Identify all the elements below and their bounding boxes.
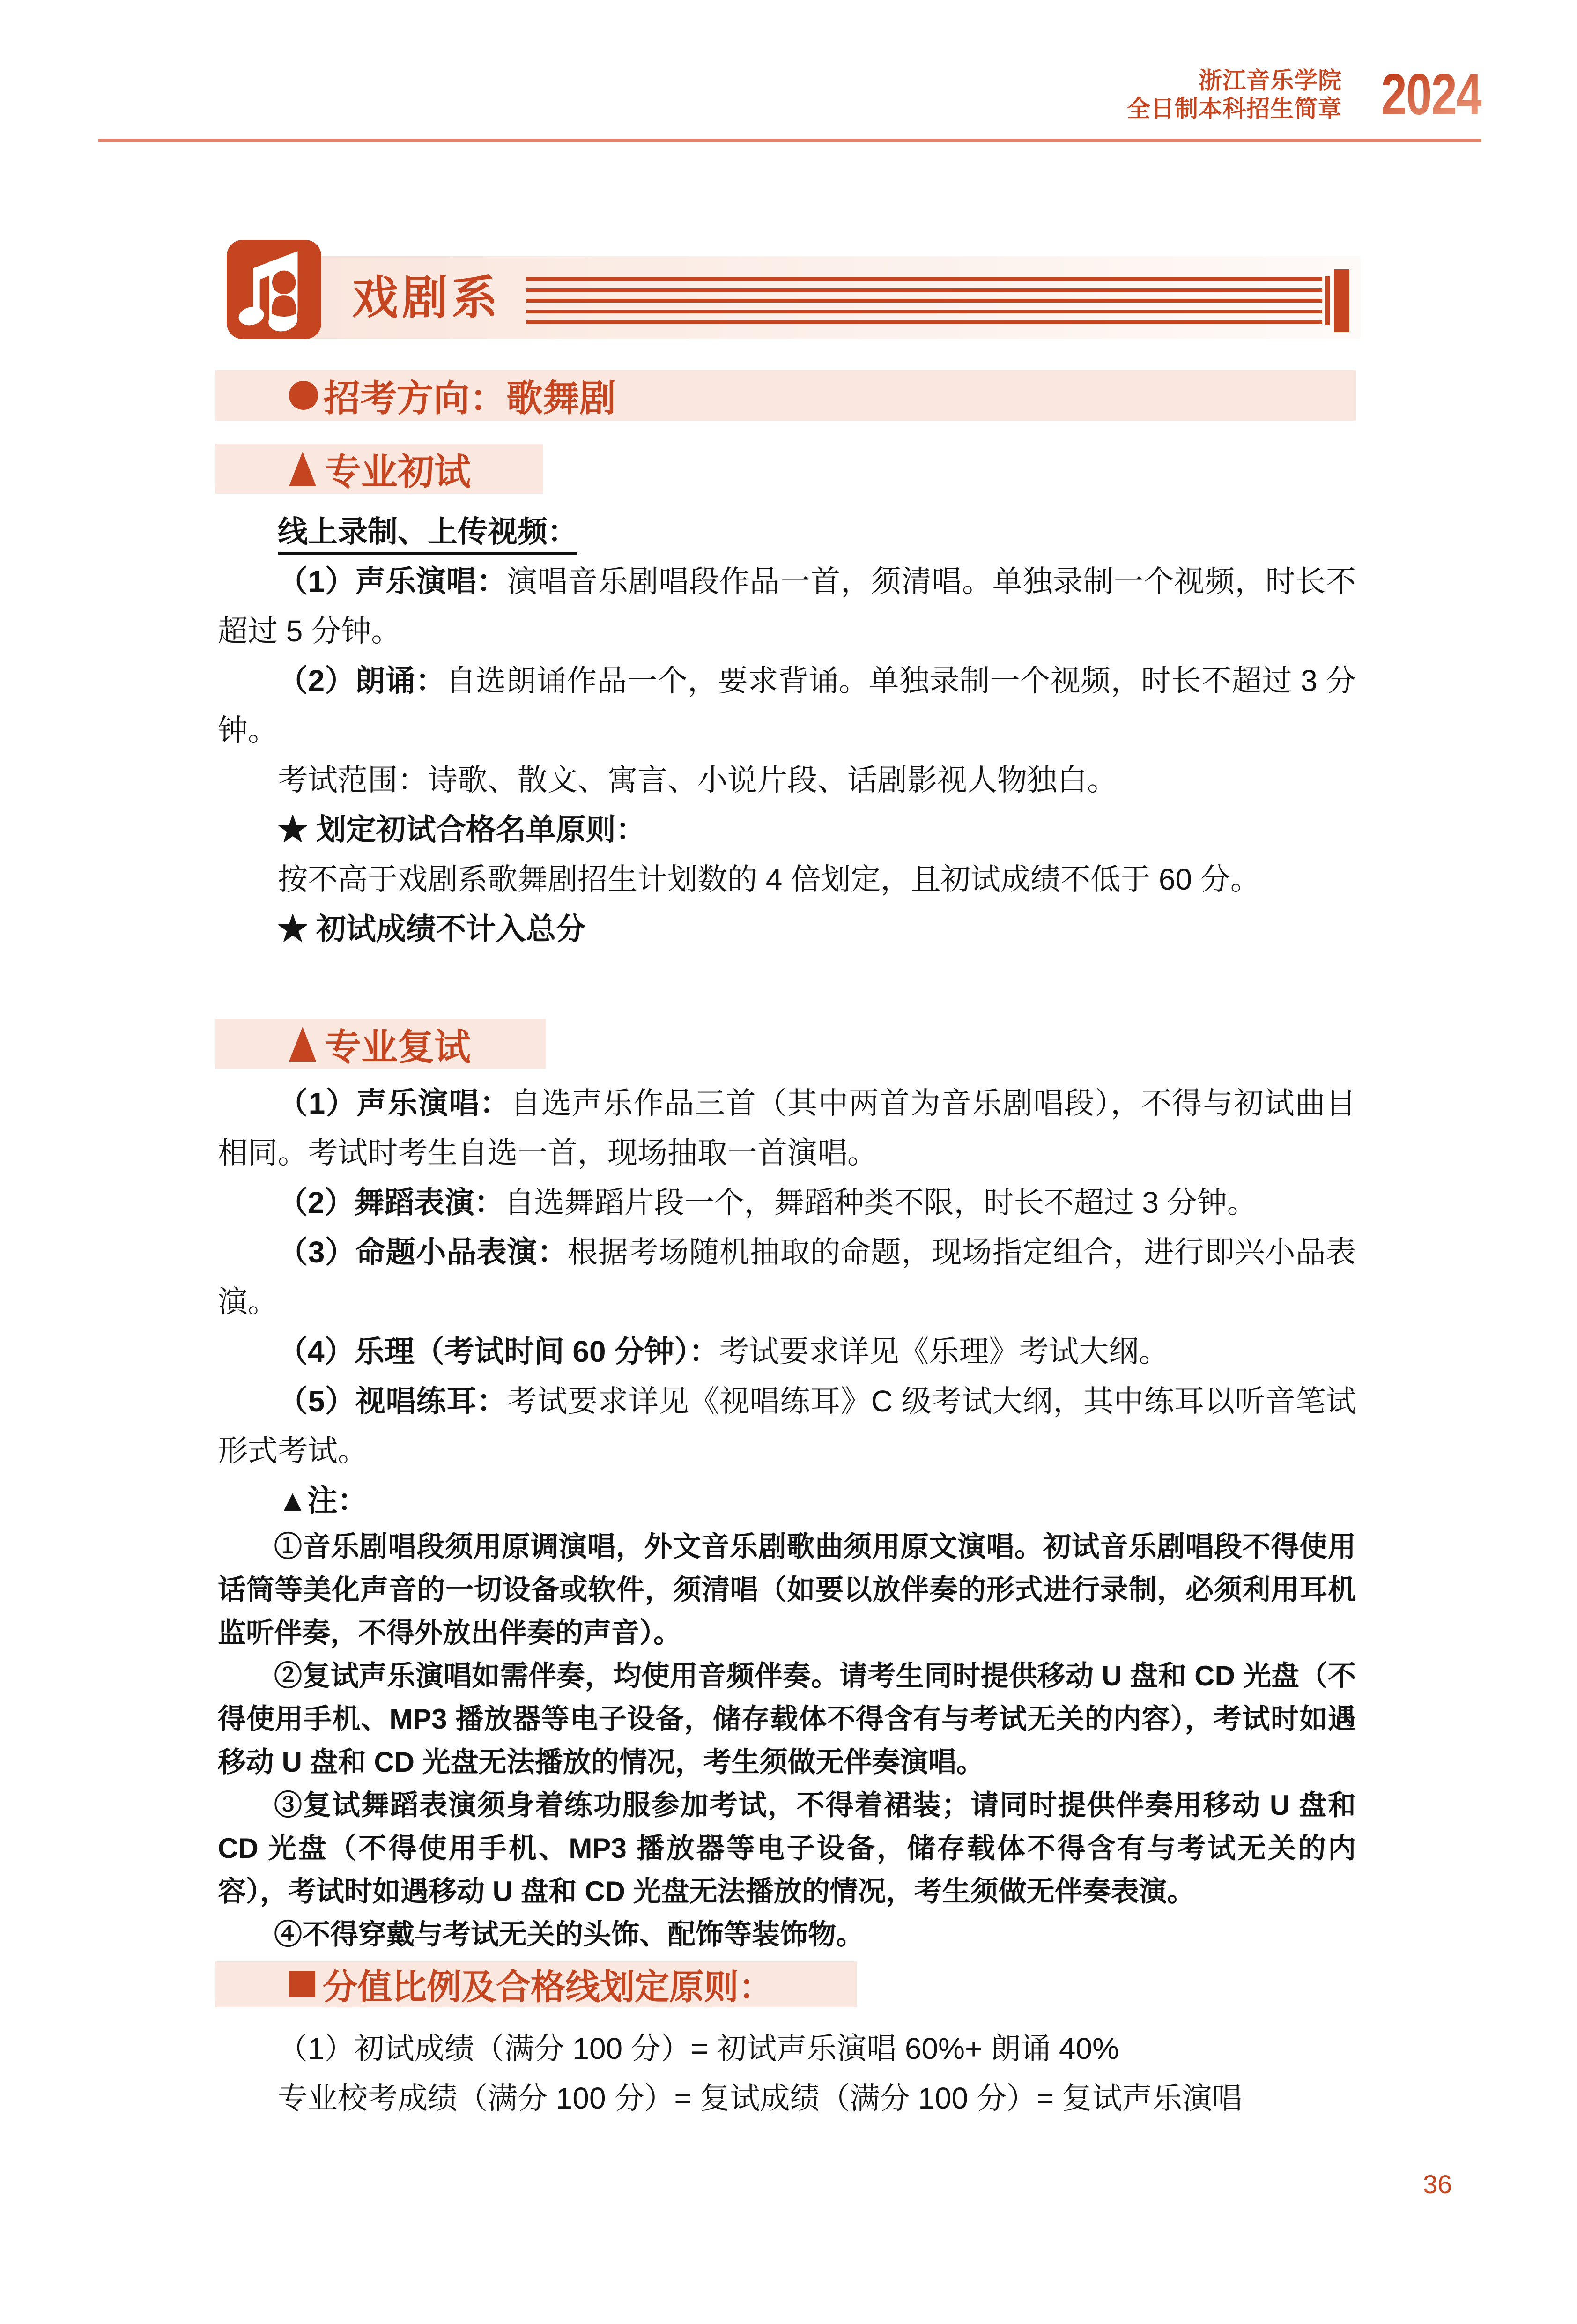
exam-item-text: 自选声乐作品三首（其中两首为音乐剧唱段），不得与初试曲目相同。考试时考生自选一首，现场抽取一首演唱。 [218, 1086, 1356, 1170]
triangle-bullet-icon [289, 452, 316, 486]
header-title-block [1127, 67, 1342, 123]
note-item: ③复试舞蹈表演须身着练功服参加考试，不得着裙装；请同时提供伴奏用移动 U 盘和 CD 光盘（不得使用手机、MP3 播放器等电子设备，储存载体不得含有与考试无关的内容），考试时如遇移动 U 盘和 CD 光盘无法播放的情况，考生须做无伴奏表演。 [218, 1789, 1356, 1907]
header-rule [98, 139, 1481, 142]
page-header [1127, 62, 1481, 127]
recording-instructions-heading [218, 507, 1356, 557]
exam-item [218, 1376, 1356, 1476]
page-number: 36 [1423, 2169, 1452, 2199]
recording-instructions-text: 线上录制、上传视频： [278, 515, 577, 555]
triangle-bullet-icon [289, 1027, 316, 1062]
exam-item-text: 考试要求详见《视唱练耳》C 级考试大纲，其中练耳以听音笔试形式考试。 [218, 1384, 1356, 1468]
second-round-title: 专业复试 [325, 1026, 471, 1068]
exam-item [218, 1078, 1356, 1178]
exam-item-text: 自选舞蹈片段一个，舞蹈种类不限，时长不超过 3 分钟。 [504, 1186, 1257, 1219]
exam-item [218, 557, 1356, 656]
scoring-title: 分值比例及合格线划定原则： [323, 1968, 773, 2006]
exam-item [218, 1178, 1356, 1227]
scoring-body [218, 2024, 1356, 2123]
header-school-name: 浙江音乐学院 [1199, 67, 1342, 94]
second-round-banner [215, 1019, 546, 1069]
second-round-body [218, 1078, 1356, 1956]
exam-item-label: （1）声乐演唱： [278, 1086, 511, 1120]
exam-item-label: （3）命题小品表演： [278, 1235, 568, 1269]
exam-item-label: （5）视唱练耳： [278, 1384, 507, 1418]
exam-item-text: 自选朗诵作品一个，要求背诵。单独录制一个视频，时长不超过 3 分钟。 [218, 664, 1356, 747]
direction-banner [215, 370, 1356, 421]
qualify-rule-heading: ★ 划定初试合格名单原则： [278, 813, 646, 846]
scoring-banner [215, 1961, 857, 2007]
header-brochure-name: 全日制本科招生简章 [1127, 96, 1342, 122]
note-item: ②复试声乐演唱如需伴奏，均使用音频伴奏。请考生同时提供移动 U 盘和 CD 光盘（不得使用手机、MP3 播放器等电子设备，储存载体不得含有与考试无关的内容），考试时如遇移动 U 盘和 CD 光盘无法播放的情况，考生须做无伴奏演唱。 [218, 1660, 1356, 1778]
first-round-banner [215, 444, 543, 494]
department-title: 戏剧系 [352, 272, 502, 323]
square-bullet-icon [289, 1971, 315, 1997]
staff-end-bar-thin [1325, 276, 1330, 325]
direction-banner-label: 招考方向：歌舞剧 [324, 378, 616, 419]
exam-item-label: （2）舞蹈表演： [278, 1186, 504, 1219]
scoring-line: 专业校考成绩（满分 100 分）= 复试成绩（满分 100 分）= 复试声乐演唱 [278, 2081, 1242, 2115]
first-round-body [218, 507, 1356, 954]
note-item: ①音乐剧唱段须用原调演唱，外文音乐剧歌曲须用原文演唱。初试音乐剧唱段不得使用话筒等美化声音的一切设备或软件，须清唱（如要以放伴奏的形式进行录制，必须利用耳机监听伴奏，不得外放出伴奏的声音）。 [218, 1531, 1356, 1648]
first-round-score-note: ★ 初试成绩不计入总分 [278, 912, 586, 946]
exam-scope: 考试范围：诗歌、散文、寓言、小说片段、话剧影视人物独白。 [278, 763, 1117, 797]
exam-item-text: 演唱音乐剧唱段作品一首，须清唱。单独录制一个视频，时长不超过 5 分钟。 [218, 564, 1356, 648]
exam-item [218, 1227, 1356, 1327]
music-staff-lines [526, 277, 1322, 324]
header-year: 2024 [1381, 62, 1481, 127]
staff-end-bar-thick [1334, 269, 1349, 332]
exam-item-text: 考试要求详见《乐理》考试大纲。 [719, 1335, 1169, 1368]
exam-item-text: 根据考场随机抽取的命题，现场指定组合，进行即兴小品表演。 [218, 1235, 1356, 1319]
first-round-title: 专业初试 [325, 451, 471, 492]
exam-item-label: （2）朗诵： [278, 664, 446, 698]
exam-item [218, 656, 1356, 755]
scoring-line: （1）初试成绩（满分 100 分）= 初试声乐演唱 60%+ 朗诵 40% [278, 2032, 1119, 2065]
notes-heading: ▲注： [278, 1484, 368, 1517]
exam-item [218, 1327, 1356, 1376]
note-item: ④不得穿戴与考试无关的头饰、配饰等装饰物。 [274, 1919, 864, 1950]
qualify-rule-text: 按不高于戏剧系歌舞剧招生计划数的 4 倍划定，且初试成绩不低于 60 分。 [278, 862, 1260, 896]
exam-item-label: （1）声乐演唱： [278, 564, 507, 598]
exam-item-label: （4）乐理（考试时间 60 分钟）： [278, 1335, 719, 1368]
circle-bullet-icon [289, 381, 318, 410]
music-note-person-icon [227, 239, 321, 340]
